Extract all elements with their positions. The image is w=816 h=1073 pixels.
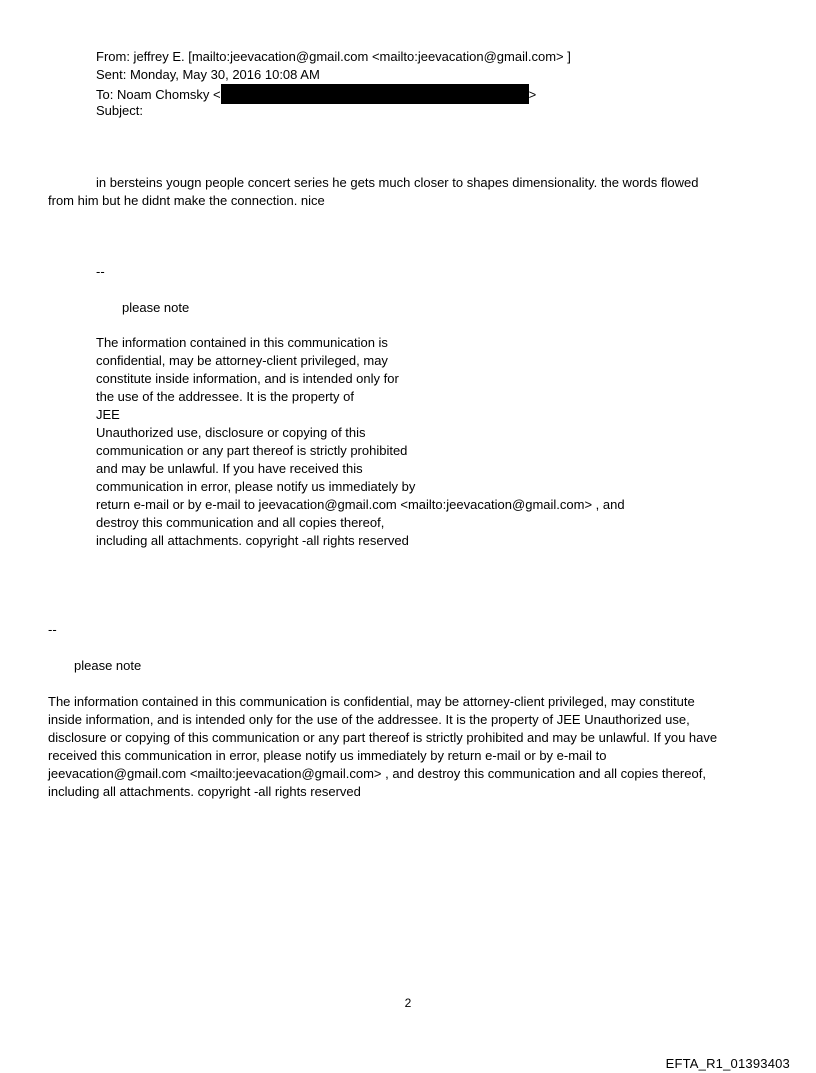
redaction-box (221, 84, 529, 104)
header-from: From: jeffrey E. [mailto:jeevacation@gmail.com <mailto:jeevacation@gmail.com> ] (96, 49, 571, 64)
body-line-1: in bersteins yougn people concert series he gets much closer to shapes dimensionality. the words flowed (96, 175, 699, 190)
disclaimer-line: disclosure or copying of this communication or any part thereof is strictly prohibited and may be unlawful. If you have (48, 730, 718, 745)
disclaimer-line: The information contained in this communication is confidential, may be attorney-client privileged, may constitute (48, 694, 695, 709)
signature1-disclaimer (96, 334, 625, 550)
disclaimer-line: communication or any part thereof is strictly prohibited (96, 443, 408, 458)
header-to (96, 84, 536, 104)
disclaimer-line: the use of the addressee. It is the property of (96, 389, 354, 404)
disclaimer-line: jeevacation@gmail.com <mailto:jeevacation@gmail.com> , and destroy this communication and all copies thereof, (48, 766, 706, 781)
disclaimer-line: The information contained in this communication is (96, 335, 388, 350)
signature1-separator: -- (96, 264, 105, 279)
header-subject: Subject: (96, 103, 143, 118)
disclaimer-line: including all attachments. copyright -all rights reserved (48, 784, 361, 799)
disclaimer-line: and may be unlawful. If you have received this (96, 461, 363, 476)
signature2-disclaimer (48, 693, 717, 801)
disclaimer-line: return e-mail or by e-mail to jeevacation@gmail.com <mailto:jeevacation@gmail.com> , and (96, 497, 625, 512)
bates-number: EFTA_R1_01393403 (665, 1056, 790, 1071)
header-sent: Sent: Monday, May 30, 2016 10:08 AM (96, 67, 320, 82)
signature2-please-note: please note (74, 658, 142, 673)
disclaimer-line: including all attachments. copyright -all rights reserved (96, 533, 409, 548)
body-line-2: from him but he didnt make the connection. nice (48, 193, 325, 208)
disclaimer-line: JEE (96, 407, 120, 422)
disclaimer-line: destroy this communication and all copies thereof, (96, 515, 385, 530)
signature2-separator: -- (48, 622, 57, 637)
page-number: 2 (404, 996, 412, 1010)
disclaimer-line: received this communication in error, please notify us immediately by return e-mail or by e-mail to (48, 748, 607, 763)
header-to-suffix: > (528, 87, 537, 102)
disclaimer-line: inside information, and is intended only for the use of the addressee. It is the property of JEE Unauthorized use, (48, 712, 690, 727)
disclaimer-line: constitute inside information, and is intended only for (96, 371, 399, 386)
disclaimer-line: communication in error, please notify us immediately by (96, 479, 416, 494)
signature1-please-note: please note (122, 300, 190, 315)
disclaimer-line: Unauthorized use, disclosure or copying of this (96, 425, 366, 440)
disclaimer-line: confidential, may be attorney-client privileged, may (96, 353, 388, 368)
header-to-prefix: To: Noam Chomsky < (96, 87, 221, 102)
